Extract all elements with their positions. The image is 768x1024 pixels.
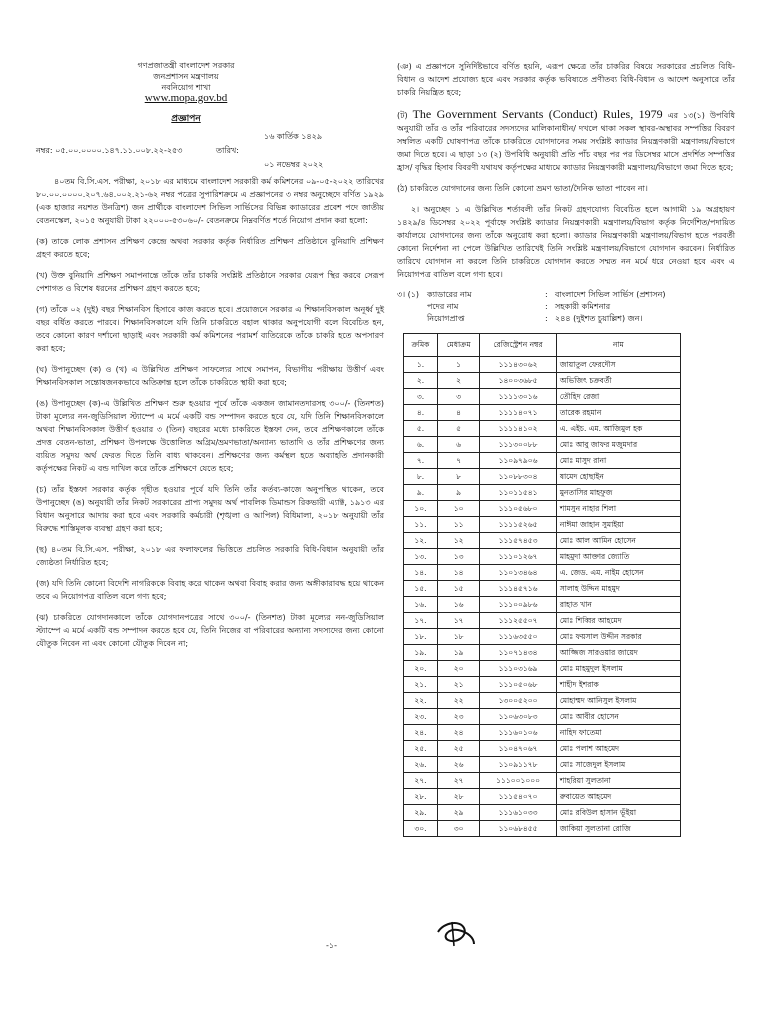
table-row [404, 373, 681, 389]
cell-merit: ২০ [437, 661, 479, 677]
bangla-date: ১৬ কার্তিক ১৪২৯ [264, 132, 323, 141]
section-name: নবনিয়োগ শাখা [161, 83, 211, 92]
cell-registration: ১১১০৫৬৮০ [480, 501, 557, 517]
cell-merit: ১৩ [437, 549, 479, 565]
cell-registration: ১১১০৫০৬৮ [480, 677, 557, 693]
intro-paragraph: ৪০তম বি.সি.এস. পরীক্ষা, ২০১৮ এর মাধ্যমে বাংলাদেশ সরকারী কর্ম কমিশনের ০৯-০৫-২০২২ তারিখের ৮০.০০.০০০০.২০৭.৬৪.০০২.২১-৬২ নম্বর পত্রের সুপারিশক্রমে এ প্রজ্ঞাপনের ৩ নম্বর অনুচ্ছেদে বর্ণিত ১৯২৯ (এক হাজার নয়শত উনত্রিশ) জন প্রার্থীকে বাংলাদেশ সিভিল সার্ভিসের বিভিন্ন ক্যাডারের প্রবেশ পদে জাতীয় বেতনস্কেল, ২০১৫ অনুযায়ী টাকা ২২০০০-৫৩০৬০/- বেতনক্রমে নিম্নবর্ণিত শর্তে নিয়োগ প্রদান করা হলো: [36, 177, 384, 225]
left-column [36, 60, 384, 658]
cell-name: নাহিদ ফাতেমা [556, 725, 680, 741]
table-row [404, 453, 681, 469]
cell-name: মোঃ রবিউল হাসান ভূঁইয়া [556, 805, 680, 821]
cell-serial: ৩০. [404, 821, 438, 837]
cell-registration: ১১০৬৩০৮৩ [480, 709, 557, 725]
cell-registration: ১১১৪৩০৬২ [480, 357, 557, 373]
cell-registration: ১১০৬৮৪৫৫ [480, 821, 557, 837]
condition-ga: (গ) তাঁকে ০২ (দুই) বছর শিক্ষানবিস হিসাবে কাজ করতে হবে। প্রয়োজনে সরকার এ শিক্ষানবিসকাল অনূর্ধ্ব দুই বছর বর্ধিত করতে পারবে। শিক্ষানবিসকালে যদি তিনি চাকরিতে বহাল থাকার অনুপযোগী বলে বিবেচিত হন, তবে কোনো কারণ দর্শানো ছাড়াই এবং সরকারী কর্ম কমিশনের পরামর্শ ব্যতিরেকে তাঁকে চাকরি হতে অপসারণ করা হবে; [36, 305, 384, 353]
cell-merit: ১৪ [437, 565, 479, 581]
cell-registration: ১১১০০১০০০ [480, 773, 557, 789]
cell-registration: ১১০৮৮৩০৪ [480, 469, 557, 485]
signature-mark [434, 918, 478, 948]
cell-name: শাহরিয়া সুলতানা [556, 773, 680, 789]
cell-name: শামসুন নাহার শিলা [556, 501, 680, 517]
cell-serial: ২৪. [404, 725, 438, 741]
header-serial: ক্রমিক [404, 334, 438, 357]
joining-paragraph: ২। অনুচ্ছেদ ১ এ উল্লিখিত শর্তাবলী তাঁর নিকট গ্রহণযোগ্য বিবেচিত হলে আগামী ১৯ অগ্রহায়ণ ১৪২৯/৪ ডিসেম্বর ২০২২ পূর্বাহ্নে সংশ্লিষ্ট ক্যাডার নিয়ন্ত্রণকারী মন্ত্রণালয়/বিভাগ কর্তৃক নির্দেশিত/পদায়িত কার্যালয়ে যোগদানের জন্য তাঁকে অনুরোধ করা হলো। ক্যাডার নিয়ন্ত্রণকারী মন্ত্রণালয়/বিভাগ হতে পরবর্তী কোনো নির্দেশনা না পেলে উল্লিখিত তারিখেই তিনি সংশ্লিষ্ট মন্ত্রণালয়/বিভাগে যোগদান করবেন। নির্ধারিত তারিখে যোগদান না করলে তিনি চাকরিতে যোগদান করতে সম্মত নন মর্মে ধরে নেওয়া হবে এবং এ নিয়োগপত্র বাতিল বলে গণ্য হবে। [397, 205, 735, 279]
table-row [404, 581, 681, 597]
cell-serial: ৭. [404, 453, 438, 469]
cell-serial: ১৫. [404, 581, 438, 597]
cell-registration: ১১১৪৫৭১৬ [480, 581, 557, 597]
cell-merit: ২৩ [437, 709, 479, 725]
table-row [404, 709, 681, 725]
cell-registration: ১১০১১৫৪১ [480, 485, 557, 501]
table-row [404, 485, 681, 501]
cell-name: অভিজিৎ চক্রবর্তী [556, 373, 680, 389]
cell-serial: ১৮. [404, 629, 438, 645]
cell-registration: ১৪০০৩৬৮৫ [480, 373, 557, 389]
cell-name: আজ্জিজ সারওয়ার জায়েদ [556, 645, 680, 661]
document-title: প্রজ্ঞাপন [171, 114, 201, 124]
cadre-info [397, 289, 735, 325]
cell-registration: ১১১১৪১০২ [480, 421, 557, 437]
table-row [404, 565, 681, 581]
cadre-value: বাংলাদেশ সিভিল সার্ভিস (প্রশাসন) [555, 290, 666, 299]
cell-serial: ১. [404, 357, 438, 373]
cell-serial: ১৯. [404, 645, 438, 661]
cell-name: মোঃ শিব্বির আহমেদ [556, 613, 680, 629]
cell-name: জাকিয়া সুলতানা রোজি [556, 821, 680, 837]
cell-name: নাঈমা জাহান সুমাইয়া [556, 517, 680, 533]
cell-merit: ৭ [437, 453, 479, 469]
cell-name: মোঃ আবীর হোসেন [556, 709, 680, 725]
cell-name: তারেক রহমান [556, 405, 680, 421]
cell-registration: ১১০১৩৪৬৪ [480, 565, 557, 581]
website-link[interactable]: www.mopa.gov.bd [144, 92, 228, 104]
cell-serial: ৫. [404, 421, 438, 437]
cell-serial: ১৩. [404, 549, 438, 565]
table-header-row [404, 334, 681, 357]
appointed-separator: : [545, 314, 548, 323]
cadre-label: ক্যাডারের নাম [427, 290, 472, 299]
cell-merit: ২৮ [437, 789, 479, 805]
cell-name: এ. এইচ. এম. আজিমুল হক [556, 421, 680, 437]
merit-list-table [403, 333, 681, 837]
cell-name: সালাহ উদ্দিন মাহমুদ [556, 581, 680, 597]
cell-registration: ১১১০৩১৬৯ [480, 661, 557, 677]
cell-registration: ১১০৯১১৭৮ [480, 757, 557, 773]
table-row [404, 741, 681, 757]
condition-ja: (জ) যদি তিনি কোনো বিদেশি নাগরিককে বিবাহ করে থাকেন অথবা বিবাহ করার জন্য অঙ্গীকারাবদ্ধ হয়ে থাকেন তবে এ নিয়োগপত্র বাতিল বলে গণ্য হবে; [36, 579, 384, 601]
condition-ta [397, 107, 735, 174]
header-registration: রেজিস্ট্রেশন নম্বর [480, 334, 557, 357]
post-separator: : [545, 302, 548, 311]
table-body [404, 357, 681, 837]
table-row [404, 645, 681, 661]
table-row [404, 533, 681, 549]
header-merit: মেধাক্রম [437, 334, 479, 357]
cell-merit: ২১ [437, 677, 479, 693]
cell-name: মোঃ মাহমুদুল ইসলাম [556, 661, 680, 677]
condition-kha: (খ) উক্ত বুনিয়াদি প্রশিক্ষণ সমাপনান্তে তাঁকে তাঁর চাকরি সংশ্লিষ্ট প্রতিষ্ঠানে সরকার যেরূপ স্থির করবে সেরূপ পেশাগত ও বিশেষ ধরনের প্রশিক্ষণ গ্রহণ করতে হবে; [36, 271, 384, 293]
cell-serial: ২. [404, 373, 438, 389]
table-row [404, 549, 681, 565]
cell-merit: ২৭ [437, 773, 479, 789]
cell-serial: ২০. [404, 661, 438, 677]
cell-name: মোঃ পলাশ আহমেদ [556, 741, 680, 757]
cell-merit: ২ [437, 373, 479, 389]
cell-name: ষামেদ হোছাইন [556, 469, 680, 485]
cell-merit: ১৮ [437, 629, 479, 645]
cell-merit: ২৫ [437, 741, 479, 757]
cell-name: মোঃ সাজেদুল ইসলাম [556, 757, 680, 773]
condition-ta-prefix: (ট) [397, 111, 408, 120]
cell-serial: ২৯. [404, 805, 438, 821]
cell-serial: ১৬. [404, 597, 438, 613]
cell-serial: ৬. [404, 437, 438, 453]
cell-merit: ৯ [437, 485, 479, 501]
table-row [404, 389, 681, 405]
cell-name: রুবায়েত আহমেদ [556, 789, 680, 805]
cell-merit: ১১ [437, 517, 479, 533]
cell-registration: ১১১৫৪০৭০ [480, 789, 557, 805]
cell-serial: ১১. [404, 517, 438, 533]
cell-merit: ২৯ [437, 805, 479, 821]
condition-ta-body: এর ১৩(১) উপবিধি অনুযায়ী তাঁর ও তাঁর পরিবারের সদস্যদের মালিকানাধীন/ দখলে থাকা সকল স্থাবর-অস্থাবর সম্পত্তির বিবরণ সম্বলিত একটি ঘোষণাপত্র তাঁকে চাকরিতে যোগদানের সময় সংশ্লিষ্ট ক্যাডার নিয়ন্ত্রণকারী মন্ত্রণালয়/বিভাগে জমা দিতে হবে। এ ছাড়া ১৩ (২) উপবিধি অনুযায়ী প্রতি পাঁচ বছর পর পর ডিসেম্বর মাসে প্রদর্শিত সম্পত্তির হ্রাস/ বৃদ্ধির হিসাব বিবরণী যথাযথ কর্তৃপক্ষের মাধ্যমে ক্যাডার নিয়ন্ত্রণকারী মন্ত্রণালয়/বিভাগে জমা দিতে হবে; [397, 111, 736, 172]
cell-serial: ১৪. [404, 565, 438, 581]
table-row [404, 421, 681, 437]
cell-name: মুনতাসির মাহফুজ [556, 485, 680, 501]
table-row [404, 501, 681, 517]
cell-registration: ১১১৬০১০৬ [480, 725, 557, 741]
cell-serial: ২৩. [404, 709, 438, 725]
appointed-label: নিয়োগপ্রাপ্ত [427, 314, 465, 323]
cell-serial: ৮. [404, 469, 438, 485]
cell-merit: ১ [437, 357, 479, 373]
cell-registration: ১১১৬১০৩৩ [480, 805, 557, 821]
table-row [404, 693, 681, 709]
date-label: তারিখ: [216, 146, 239, 155]
condition-ka: (ক) তাকে লোক প্রশাসন প্রশিক্ষণ কেন্দ্রে অথবা সরকার কর্তৃক নির্ধারিত প্রশিক্ষণ প্রতিষ্ঠানে বুনিয়াদি প্রশিক্ষণ গ্রহণ করতে হবে; [36, 237, 384, 259]
cell-name: শাহীদ ইশরাক [556, 677, 680, 693]
conduct-rules-title: The Government Servants (Conduct) Rules, 1979 [412, 107, 663, 121]
table-row [404, 437, 681, 453]
cell-name: মোঃ মাসুদ রানা [556, 453, 680, 469]
cell-serial: ২৭. [404, 773, 438, 789]
post-value: সহকারী কমিশনার [555, 302, 611, 311]
cell-merit: ২২ [437, 693, 479, 709]
cell-serial: ৪. [404, 405, 438, 421]
cell-registration: ১১০৭১৪৩৪ [480, 645, 557, 661]
cell-serial: ৯. [404, 485, 438, 501]
page-number: -১- [326, 941, 337, 950]
cell-serial: ১০. [404, 501, 438, 517]
ministry-name: জনপ্রশাসন মন্ত্রণালয় [153, 72, 219, 81]
cell-merit: ১২ [437, 533, 479, 549]
table-row [404, 357, 681, 373]
cell-merit: ৩০ [437, 821, 479, 837]
cell-merit: ১৫ [437, 581, 479, 597]
post-row [397, 301, 735, 313]
cell-registration: ১১১১৩০১৬ [480, 389, 557, 405]
cell-merit: ১০ [437, 501, 479, 517]
cell-name: মোঃ ফয়সাল উদ্দীন সরকার [556, 629, 680, 645]
appointed-row [397, 313, 735, 325]
memo-number: নম্বর: ০৫.০০.০০০০.১৪৭.১১.০০৮.২২-২৫৩ [36, 146, 183, 155]
condition-nya: (ঞ) এ প্রজ্ঞাপনে সুনির্দিষ্টভাবে বর্ণিত হয়নি, এরূপ ক্ষেত্রে তাঁর চাকরির বিষয়ে সরকারের প্রচলিত বিধি-বিধান ও আদেশ প্রযোজ্য হবে এবং সরকার কর্তৃক ভবিষ্যতে প্রণীতব্য বিধি-বিধান ও আদেশ অনুসারে তাঁর চাকরি নিয়ন্ত্রিত হবে; [397, 62, 735, 97]
cell-registration: ১৩০০৫২০০ [480, 693, 557, 709]
cadre-index: ৩। (১) [397, 290, 420, 299]
table-row [404, 805, 681, 821]
post-label: পদের নাম [427, 302, 459, 311]
cell-name: এ. জেড. এম. নাইম হোসেন [556, 565, 680, 581]
cell-serial: ২১. [404, 677, 438, 693]
condition-umo: (ঙ) উপানুচ্ছেদ (ক)-এ উল্লিখিত প্রশিক্ষণ শুরু হওয়ার পূর্বে তাঁকে একজন জামানতদারসহ ৩০০/- (তিনশত) টাকা মূল্যের নন-জুডিসিয়াল স্ট্যাম্পে এ মর্মে একটি বন্ড সম্পাদন করতে হবে যে, যদি তিনি শিক্ষানবিসকালে অথবা শিক্ষানবিসকাল উত্তীর্ণ হওয়ার ৩ (তিন) বছরের মধ্যে চাকরিতে ইস্তফা দেন, তবে প্রশিক্ষণকালে তাঁকে প্রদত্ত বেতন-ভাতা, প্রশিক্ষণ উপলক্ষে উত্তোলিত অগ্রিম/ভ্রমণভাতা/অন্যান্য ভাতাদি ও তাঁর প্রশিক্ষণের জন্য ব্যয়িত সমুদয় অর্থ ফেরত দিতে তিনি বাধ্য থাকবেন। প্রশিক্ষণের জন্য কর্মস্থল হতে অব্যাহতি প্রদানকারী কর্তৃপক্ষের নিকট এ বন্ড দাখিল করে তাঁকে প্রশিক্ষণে যেতে হবে; [36, 399, 384, 473]
cell-name: মোঃ আল আমিন হোসেন [556, 533, 680, 549]
cadre-row [397, 289, 735, 301]
cell-merit: ৫ [437, 421, 479, 437]
cell-registration: ১১০৯৭৯০৬ [480, 453, 557, 469]
appointed-value: ২৪৪ (দুইশত চুয়াল্লিশ) জন। [555, 314, 643, 323]
table-row [404, 757, 681, 773]
cell-merit: ৬ [437, 437, 479, 453]
cell-merit: ৩ [437, 389, 479, 405]
cell-name: রাহাত খান [556, 597, 680, 613]
cell-name: জায়াতুল ফেরদৌস [556, 357, 680, 373]
header-name: নাম [556, 334, 680, 357]
cell-registration: ১১১৫৭৪৫৩ [480, 533, 557, 549]
cell-registration: ১১১১৫২৬৫ [480, 517, 557, 533]
cell-registration: ১১১০০৯৮৬ [480, 597, 557, 613]
letterhead [76, 60, 296, 125]
condition-gha: (ঘ) উপানুচ্ছেদ (ক) ও (খ) এ উল্লিখিত প্রশিক্ষণ সাফল্যের সাথে সমাপন, বিভাগীয় পরীক্ষায় উত্তীর্ণ এবং শিক্ষানবিসকাল সন্তোষজনকভাবে অতিক্রান্ত হলে তাঁকে চাকরিতে স্থায়ী করা হবে; [36, 365, 384, 387]
cell-serial: ২৮. [404, 789, 438, 805]
cell-merit: ১৭ [437, 613, 479, 629]
right-column [397, 60, 735, 837]
cell-merit: ৮ [437, 469, 479, 485]
table-row [404, 613, 681, 629]
cell-registration: ১১১৩০০৮৮ [480, 437, 557, 453]
cell-name: মোঃ আবু জাফর মজুমদার [556, 437, 680, 453]
cell-merit: ১৯ [437, 645, 479, 661]
table-row [404, 661, 681, 677]
condition-cha: (চ) তাঁর ইস্তফা সরকার কর্তৃক গৃহীত হওয়ার পূর্বে যদি তিনি তাঁর কর্তব্য-কাজে অনুপস্থিত থাকেন, তবে উপানুচ্ছেদ (ঙ) অনুযায়ী তাঁর নিকট সরকারের প্রাপ্য সমুদয় অর্থ পাবলিক ডিমান্ডস রিকভারী এ্যাক্ট, ১৯১৩ এর বিধান অনুসারে আদায় করা হবে এবং সরকারি কর্মচারী (শৃঙ্খলা ও আপিল) বিধিমালা, ২০১৮ অনুযায়ী তাঁর বিরুদ্ধে শাস্তিমূলক ব্যবস্থা গ্রহণ করা হবে; [36, 485, 384, 533]
table-row [404, 405, 681, 421]
cell-registration: ১১০৪৭০৬৭ [480, 741, 557, 757]
table-row [404, 469, 681, 485]
table-row [404, 597, 681, 613]
table-row [404, 629, 681, 645]
cell-serial: ২২. [404, 693, 438, 709]
cell-merit: ২৪ [437, 725, 479, 741]
cell-registration: ১১১১৪০৭১ [480, 405, 557, 421]
cell-merit: ৪ [437, 405, 479, 421]
table-row [404, 677, 681, 693]
cell-serial: ২৬. [404, 757, 438, 773]
english-date: ০১ নভেম্বর ২০২২ [264, 160, 324, 169]
cell-merit: ১৬ [437, 597, 479, 613]
cadre-separator: : [545, 290, 548, 299]
condition-tha: (ঠ) চাকরিতে যোগদানের জন্য তিনি কোনো ভ্রমণ ভাতা/দৈনিক ভাতা পাবেন না। [397, 184, 648, 193]
cell-registration: ১১১২৫৫০৭ [480, 613, 557, 629]
cell-name: তৌহিদ রেজা [556, 389, 680, 405]
table-row [404, 773, 681, 789]
condition-jha: (ঝ) চাকরিতে যোগদানকালে তাঁকে যোগদানপত্রের সাথে ৩০০/- (তিনশত) টাকা মূল্যের নন-জুডিসিয়াল স্ট্যাম্পে এ মর্মে একটি বন্ড সম্পাদন করতে হবে যে, তিনি নিজের বা পরিবারের অন্যান্য সদস্যদের জন্য কোনো যৌতুক নিবেন না এবং কোনো যৌতুক দিবেন না; [36, 613, 384, 648]
table-row [404, 517, 681, 533]
cell-serial: ১২. [404, 533, 438, 549]
cell-serial: ৩. [404, 389, 438, 405]
cell-serial: ১৭. [404, 613, 438, 629]
date-block [36, 131, 384, 171]
govt-name: গণপ্রজাতন্ত্রী বাংলাদেশ সরকার [137, 61, 235, 70]
cell-merit: ২৬ [437, 757, 479, 773]
cell-name: মোহাম্মদ আনিসুল ইসলাম [556, 693, 680, 709]
table-row [404, 789, 681, 805]
table-row [404, 725, 681, 741]
cell-registration: ১১১৬৩৫৫০ [480, 629, 557, 645]
cell-registration: ১১১০১২৬৭ [480, 549, 557, 565]
cell-name: মাহমুদা আক্তার জ্যোতি [556, 549, 680, 565]
cell-serial: ২৫. [404, 741, 438, 757]
condition-chha: (ছ) ৪০তম বি.সি.এস. পরীক্ষা, ২০১৮ এর ফলাফলের ভিত্তিতে প্রচলিত সরকারি বিধি-বিধান অনুযায়ী তাঁর জ্যেষ্ঠতা নির্ধারিত হবে; [36, 545, 384, 567]
table-row [404, 821, 681, 837]
